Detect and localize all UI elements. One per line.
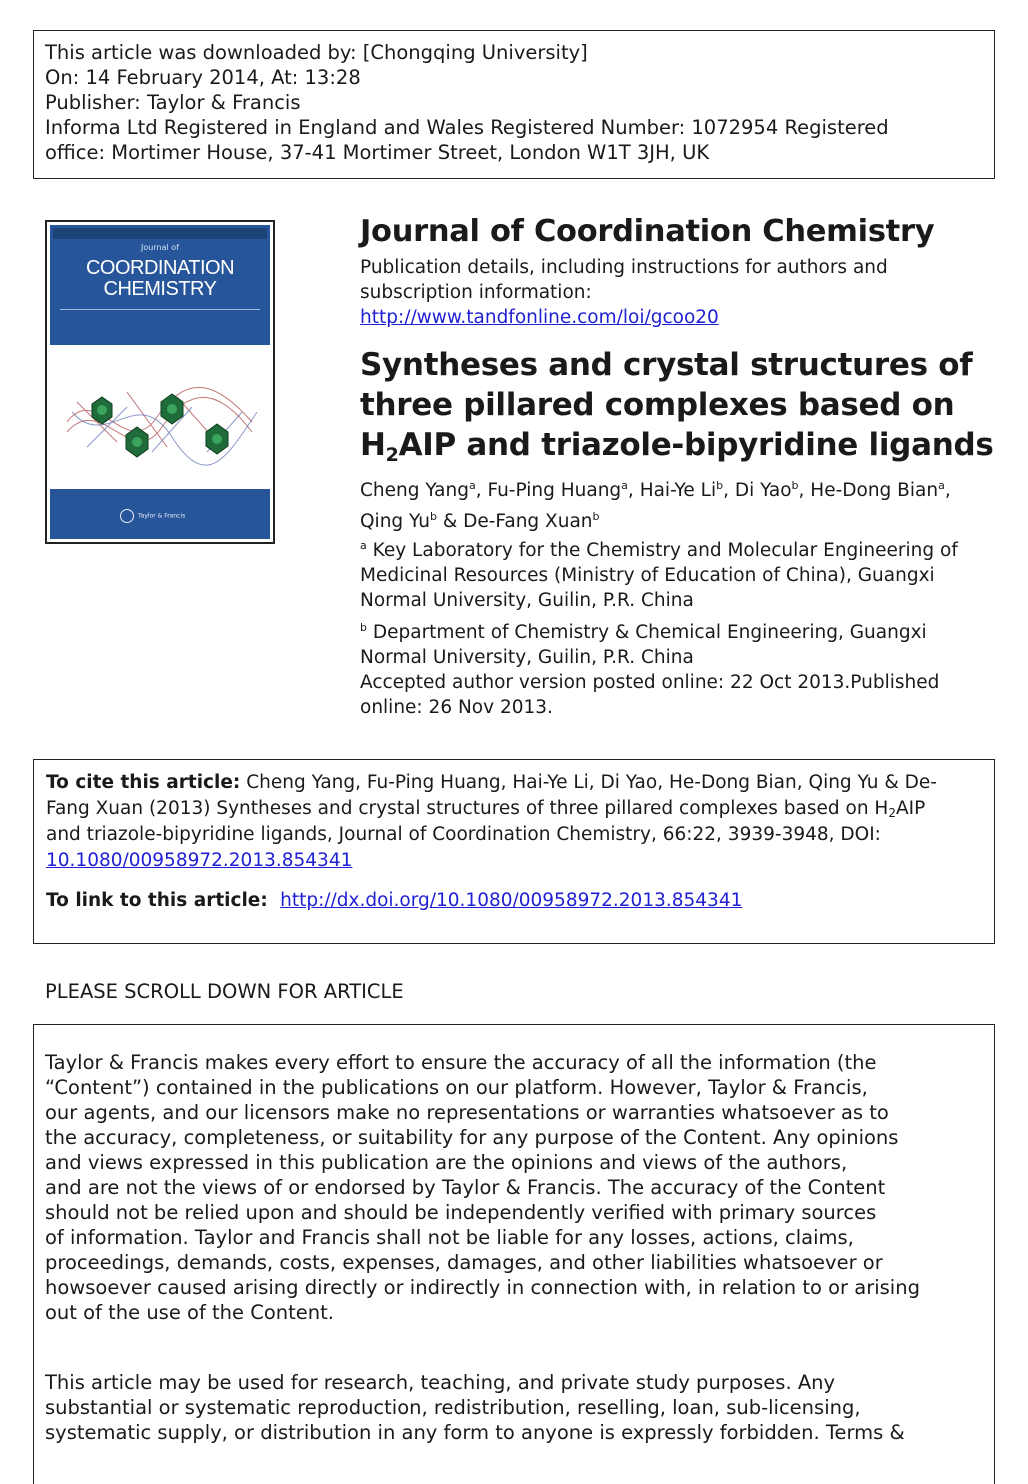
author-and: & — [436, 511, 464, 532]
disclaimer-box — [33, 1024, 995, 1484]
scroll-down-notice: PLEASE SCROLL DOWN FOR ARTICLE — [45, 980, 404, 1003]
notice-line: This article was downloaded by: [Chongqing University] — [45, 41, 588, 64]
title-line — [360, 425, 1000, 465]
title-formula-subscript: 2 — [385, 444, 399, 466]
citation-line-end: AIP — [896, 798, 926, 819]
author-affiliation-mark: b — [429, 510, 437, 523]
disclaimer-line: systematic supply, or distribution in any form to anyone is expressly forbidden. Terms & — [45, 1421, 905, 1444]
author-name: Cheng Yang — [360, 480, 469, 501]
details-line: Publication details, including instructions for authors and — [360, 257, 888, 278]
author-name: De-Fang Xuan — [463, 511, 593, 532]
publisher-logo — [120, 509, 185, 523]
notice-line: Informa Ltd Registered in England and Wales Registered Number: 1072954 Registered — [45, 116, 889, 139]
cover-crystal-illustration — [57, 362, 267, 482]
disclaimer-line: and views expressed in this publication are the opinions and views of the authors, — [45, 1151, 848, 1174]
publisher-logo-icon — [120, 509, 134, 523]
accepted-date-line: Accepted author version posted online: 22 Oct 2013.Published — [360, 672, 940, 693]
title-line: three pillared complexes based on — [360, 387, 955, 423]
disclaimer-line: howsoever caused arising directly or indirectly in connection with, in relation to or arising — [45, 1276, 920, 1299]
accepted-date-line: online: 26 Nov 2013. — [360, 697, 553, 718]
author-affiliation-mark: a — [621, 479, 628, 492]
affiliation-line: Normal University, Guilin, P.R. China — [360, 590, 694, 611]
disclaimer-line: of information. Taylor and Francis shall not be liable for any losses, actions, claims, — [45, 1226, 854, 1249]
citation-text — [46, 770, 982, 874]
author-separator: , — [627, 480, 640, 501]
affiliation-line: Medicinal Resources (Ministry of Education of China), Guangxi — [360, 565, 935, 586]
affiliation-line: Normal University, Guilin, P.R. China — [360, 647, 694, 668]
disclaimer-line: “Content”) contained in the publications on our platform. However, Taylor & Francis, — [45, 1076, 868, 1099]
author-name: Qing Yu — [360, 511, 430, 532]
affiliation-a — [360, 538, 1000, 613]
disclaimer-line: and are not the views of or endorsed by Taylor & Francis. The accuracy of the Content — [45, 1176, 886, 1199]
author-separator: , — [475, 480, 488, 501]
disclaimer-line: substantial or systematic reproduction, redistribution, reselling, loan, sub-licensing, — [45, 1396, 861, 1419]
author-separator: , — [798, 480, 811, 501]
author-affiliation-mark: a — [938, 479, 945, 492]
title-line3-text: AIP and triazole-bipyridine ligands — [398, 427, 994, 463]
citation-line: Fang Xuan (2013) Syntheses and crystal structures of three pillared complexes based on H — [46, 798, 889, 819]
title-line: Syntheses and crystal structures of — [360, 347, 973, 383]
citation-line: Cheng Yang, Fu-Ping Huang, Hai-Ye Li, Di Yao, He-Dong Bian, Qing Yu & De- — [240, 772, 937, 793]
author-separator: , — [723, 480, 735, 501]
cover-divider — [60, 309, 260, 310]
affiliation-mark: a — [360, 539, 367, 552]
disclaimer-line: This article may be used for research, teaching, and private study purposes. Any — [45, 1371, 836, 1394]
disclaimer-line: out of the use of the Content. — [45, 1301, 334, 1324]
publication-details — [360, 255, 970, 330]
cover-header — [50, 225, 270, 345]
notice-line: office: Mortimer House, 37-41 Mortimer Street, London W1T 3JH, UK — [45, 141, 710, 164]
affiliation-mark: b — [360, 621, 367, 634]
article-link-row — [46, 888, 982, 914]
notice-line: On: 14 February 2014, At: 13:28 — [45, 66, 361, 89]
journal-url-link[interactable]: http://www.tandfonline.com/loi/gcoo20 — [360, 307, 719, 328]
disclaimer-line: the accuracy, completeness, or suitability for any purpose of the Content. Any opinions — [45, 1126, 899, 1149]
disclaimer-line: proceedings, demands, costs, expenses, damages, and other liabilities whatsoever or — [45, 1251, 883, 1274]
author-affiliation-mark: b — [716, 479, 724, 492]
cover-title-line2: CHEMISTRY — [103, 278, 217, 300]
citation-label: To cite this article: — [46, 772, 241, 793]
affiliation-line — [360, 538, 1000, 563]
citation-subscript: 2 — [888, 806, 896, 820]
citation-box — [33, 759, 995, 944]
publisher-logo-text: Taylor & Francis — [138, 512, 186, 520]
disclaimer-line: our agents, and our licensors make no representations or warranties whatsoever as to — [45, 1101, 889, 1124]
article-link-label: To link to this article: — [46, 890, 275, 911]
title-formula: H — [360, 427, 386, 463]
citation-doi-link[interactable]: 10.1080/00958972.2013.854341 — [46, 850, 353, 871]
details-line: subscription information: — [360, 282, 592, 303]
author-affiliation-mark: b — [791, 479, 799, 492]
affiliation-b — [360, 620, 1000, 720]
author-affiliation-mark: a — [468, 479, 476, 492]
journal-name: Journal of Coordination Chemistry — [360, 214, 935, 249]
cover-subtitle: Journal of — [141, 243, 179, 252]
author-name: He-Dong Bian — [810, 480, 939, 501]
author-list — [360, 475, 1000, 537]
journal-cover-image — [45, 220, 275, 544]
author-line-2 — [360, 506, 1000, 537]
cover-footer — [50, 489, 270, 539]
cover-top-bar — [53, 228, 267, 239]
author-name: Fu-Ping Huang — [487, 480, 622, 501]
disclaimer-line: should not be relied upon and should be independently verified with primary sources — [45, 1201, 877, 1224]
affiliation-text: Key Laboratory for the Chemistry and Molecular Engineering of — [366, 540, 958, 561]
author-name: Hai-Ye Li — [639, 480, 717, 501]
citation-line: and triazole-bipyridine ligands, Journal of Coordination Chemistry, 66:22, 3939-3948, DOI: — [46, 824, 881, 845]
author-name: Di Yao — [734, 480, 792, 501]
disclaimer-line: Taylor & Francis makes every effort to ensure the accuracy of all the information (the — [45, 1051, 877, 1074]
author-affiliation-mark: b — [592, 510, 600, 523]
article-title — [360, 345, 1000, 465]
paragraph-spacer — [45, 1340, 983, 1355]
article-doi-link[interactable]: http://dx.doi.org/10.1080/00958972.2013.854341 — [280, 890, 743, 911]
affiliation-text: Department of Chemistry & Chemical Engineering, Guangxi — [366, 622, 927, 643]
author-separator: , — [944, 480, 951, 501]
cover-title-line1: COORDINATION — [85, 257, 235, 279]
download-notice-box — [33, 30, 995, 179]
affiliation-line — [360, 620, 1000, 645]
author-line-1 — [360, 475, 1000, 506]
notice-line: Publisher: Taylor & Francis — [45, 91, 301, 114]
